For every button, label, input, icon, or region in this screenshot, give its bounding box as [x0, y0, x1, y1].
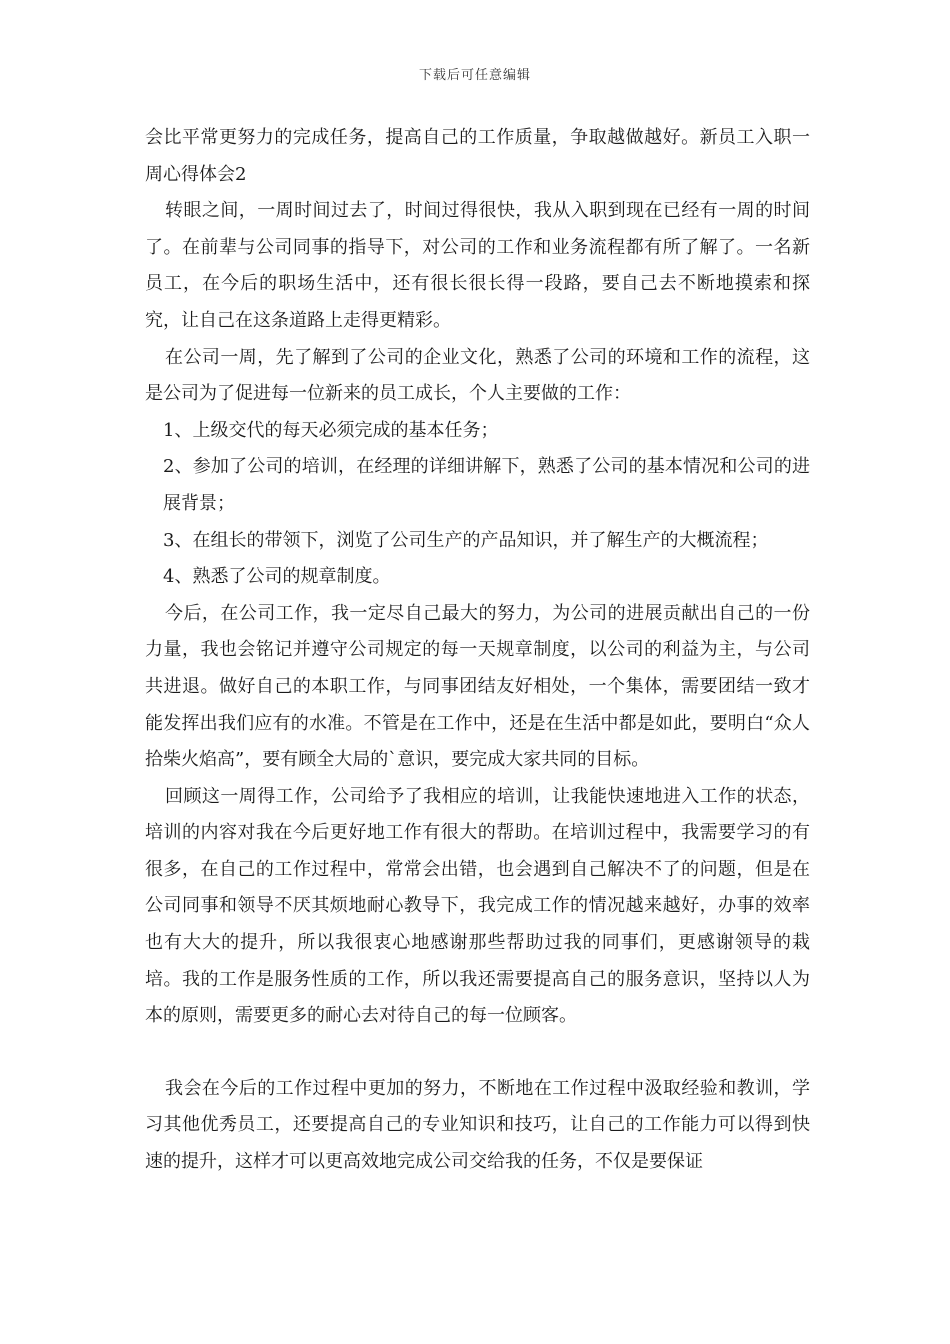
list-item-2: 2、参加了公司的培训，在经理的详细讲解下，熟悉了公司的基本情况和公司的进展背景； — [163, 456, 810, 514]
document-body — [145, 120, 810, 1181]
paragraph-review: 回顾这一周得工作，公司给予了我相应的培训，让我能快速地进入工作的状态，培训的内容对我在今后更好地工作有很大的帮助。在培训过程中，我需要学习的有很多，在自己的工作过程中，常常会出错，也会遇到自己解决不了的问题，但是在公司同事和领导不厌其烦地耐心教导下，我完成工作的情况越来越好，办事的效率也有大大的提升，所以我很衷心地感谢那些帮助过我的同事们，更感谢领导的栽培。我的工作是服务性质的工作，所以我还需要提高自己的服务意识，坚持以人为本的原则，需要更多的耐心去对待自己的每一位顾客。 — [145, 785, 810, 1027]
paragraph-gap — [145, 1035, 810, 1071]
page-header: 下载后可任意编辑 — [418, 68, 531, 83]
list-item-1: 1、上级交代的每天必须完成的基本任务； — [163, 419, 499, 441]
paragraph-continuation: 会比平常更努力的完成任务，提高自己的工作质量，争取越做越好。新员工入职一周心得体会2 — [145, 127, 810, 185]
list-item-4: 4、熟悉了公司的规章制度。 — [163, 566, 391, 588]
paragraph-commitment: 我会在今后的工作过程中更加的努力，不断地在工作过程中汲取经验和教训，学习其他优秀员工，还要提高自己的专业知识和技巧，让自己的工作能力可以得到快速的提升，这样才可以更高效地完成公司交给我的任务，不仅是要保证 — [145, 1077, 810, 1173]
list-item-3: 3、在组长的带领下，浏览了公司生产的产品知识，并了解生产的大概流程； — [163, 529, 769, 551]
paragraph-future: 今后，在公司工作，我一定尽自己最大的努力，为公司的进展贡献出自己的一份力量，我也会铭记并遵守公司规定的每一天规章制度，以公司的利益为主，与公司共进退。做好自己的本职工作，与同事团结友好相处，一个集体，需要团结一致才能发挥出我们应有的水准。不管是在工作中，还是在生活中都是如此，要明白“众人拾柴火焰高”，要有顾全大局的`意识，要完成大家共同的目标。 — [145, 602, 810, 771]
paragraph-first-week: 在公司一周，先了解到了公司的企业文化，熟悉了公司的环境和工作的流程，这是公司为了促进每一位新来的员工成长，个人主要做的工作： — [145, 346, 810, 405]
paragraph-intro: 转眼之间，一周时间过去了，时间过得很快，我从入职到现在已经有一周的时间了。在前辈与公司同事的指导下，对公司的工作和业务流程都有所了解了。一名新员工，在今后的职场生活中，还有很长很长得一段路，要自己去不断地摸索和探究，让自己在这条道路上走得更精彩。 — [145, 200, 810, 331]
